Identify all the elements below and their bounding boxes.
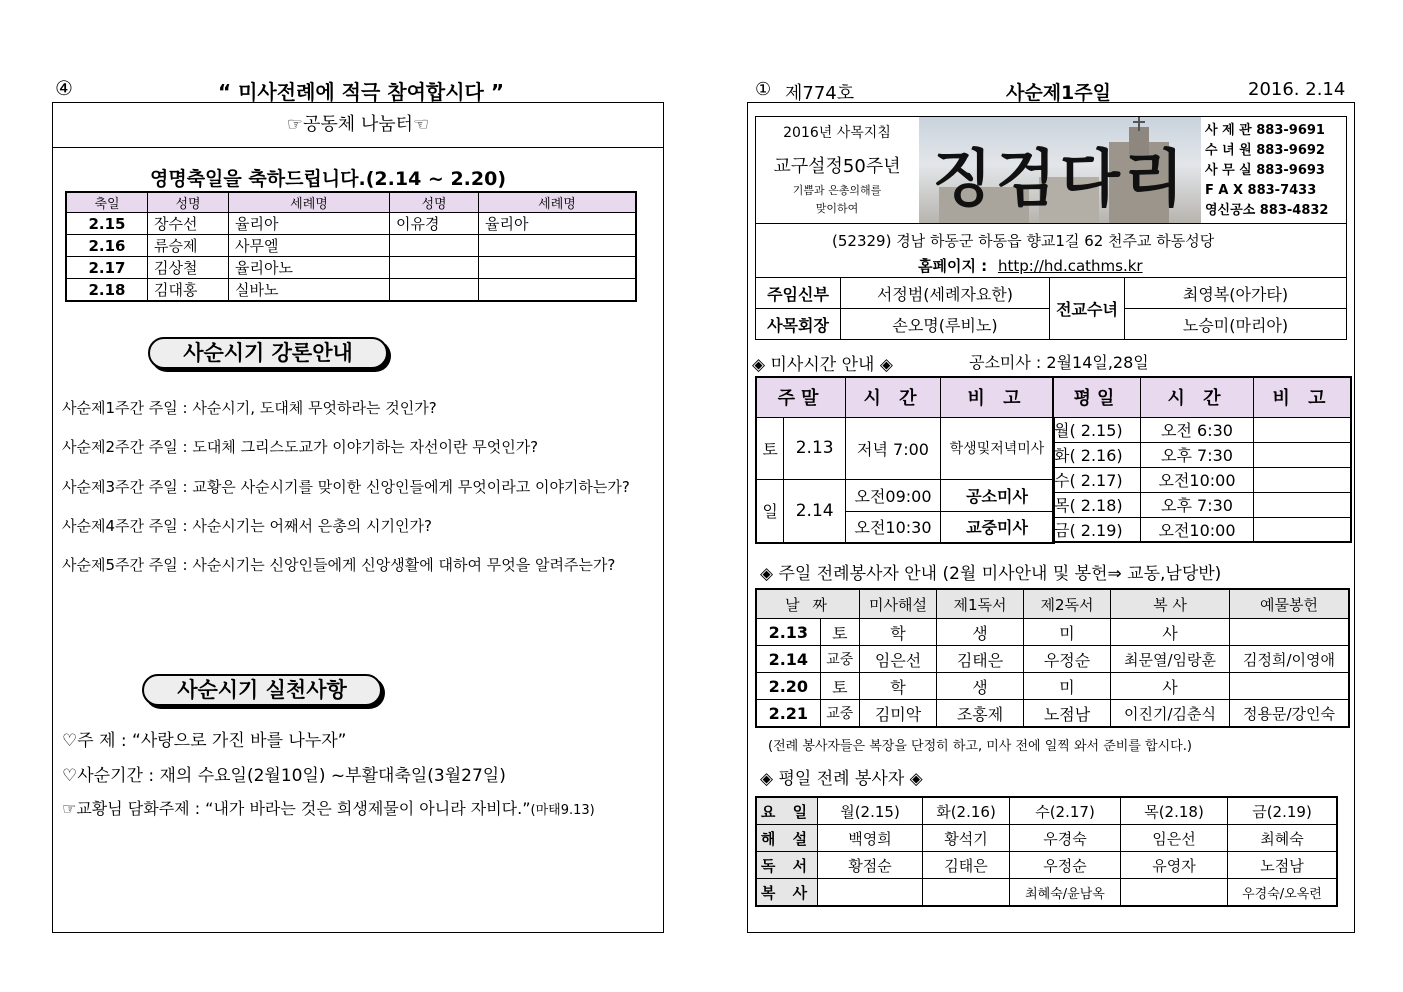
feast-title: 영명축일을 축하드립니다.(2.14 ~ 2.20) — [150, 168, 507, 190]
weekday-servers-cell: 노점남 — [1228, 852, 1338, 879]
servers-header: 제1독서 — [937, 589, 1024, 619]
feast-cell: 2.18 — [66, 279, 148, 302]
table-row — [1053, 417, 1351, 442]
servers-cell — [1230, 619, 1350, 646]
lecture-item: 사순제2주간 주일 : 도대체 그리스도교가 이야기하는 자선이란 무엇인가? — [62, 438, 539, 456]
servers-cell: 생 — [937, 673, 1024, 700]
servers-cell: 김정희/이영애 — [1230, 646, 1350, 673]
feast-cell — [479, 257, 637, 279]
pope-message — [62, 796, 595, 819]
servers-cell: 최문열/임랑훈 — [1111, 646, 1230, 673]
feast-cell: 장수선 — [148, 213, 229, 235]
servers-cell: 조홍제 — [937, 700, 1024, 728]
weekday-note — [1254, 467, 1352, 492]
staff-table — [755, 277, 1347, 340]
servers-date: 2.21 — [756, 700, 820, 728]
table-row — [66, 257, 636, 279]
weekday-note — [1254, 492, 1352, 517]
feast-cell: 율리아노 — [229, 257, 390, 279]
pope-theme: ☞교황님 담화주제 : “내가 바라는 것은 희생제물이 아니라 자비다.” — [62, 799, 531, 818]
weekday-note — [1254, 442, 1352, 467]
table-row — [756, 825, 1337, 852]
mass-heading: ◈ 미사시간 안내 ◈ — [752, 355, 893, 375]
weekday-time: 오후 7:30 — [1141, 442, 1254, 467]
weekday-day: 화( 2.16) — [1053, 442, 1141, 467]
weekday-day: 목( 2.18) — [1053, 492, 1141, 517]
weekday-servers-cell: 우경숙 — [1010, 825, 1121, 852]
weekday-servers-cell: 황점순 — [818, 852, 923, 879]
phone-line: F A X 883-7433 — [1205, 183, 1317, 198]
pastor-name: 서정범(세례자요한) — [841, 278, 1050, 309]
weekday-note — [1254, 417, 1352, 442]
feast-cell: 율리아 — [479, 213, 637, 235]
servers-cell: 미 — [1024, 673, 1111, 700]
servers-day: 토 — [820, 673, 859, 700]
mass-header: 시 간 — [1141, 377, 1254, 417]
weekday-servers-cell — [923, 879, 1010, 907]
feast-cell: 김상철 — [148, 257, 229, 279]
servers-cell: 임은선 — [860, 646, 937, 673]
table-row — [756, 879, 1337, 907]
table-row — [756, 673, 1349, 700]
table-row — [66, 279, 636, 302]
weekday-time: 오전 6:30 — [1141, 417, 1254, 442]
servers-cell: 학 — [860, 673, 937, 700]
pope-ref: (마태9.13) — [530, 803, 595, 818]
mass-note: 공소미사 — [941, 479, 1055, 511]
weekday-time: 오전10:00 — [1141, 517, 1254, 542]
table-row — [1053, 517, 1351, 542]
weekday-servers-cell — [818, 879, 923, 907]
weekday-day: 월( 2.15) — [1053, 417, 1141, 442]
weekday-mass-table — [1052, 376, 1352, 543]
feast-header: 축일 — [66, 192, 148, 213]
practice-theme: ♡주 제 : “사랑으로 가진 바를 나누자” — [62, 731, 347, 751]
feast-cell: 율리아 — [229, 213, 390, 235]
mass-header: 주말 — [756, 377, 846, 417]
weekend-mass-table — [755, 376, 1055, 544]
servers-header: 미사해설 — [860, 589, 937, 619]
feast-header-row — [66, 192, 636, 213]
lecture-item: 사순제5주간 주일 : 사순시기는 신앙인들에게 신앙생활에 대하여 무엇을 알려주는가? — [62, 556, 616, 574]
servers-header: 예물봉헌 — [1230, 589, 1350, 619]
weekday-time: 오후 7:30 — [1141, 492, 1254, 517]
feast-cell: 실바노 — [229, 279, 390, 302]
sister-name: 노승미(마리아) — [1125, 309, 1347, 340]
weekday-servers-cell: 황석기 — [923, 825, 1010, 852]
mass-time: 오전10:30 — [846, 511, 941, 543]
weekday-servers-day: 화(2.16) — [923, 797, 1010, 825]
council-label: 사목회장 — [756, 309, 841, 340]
servers-header: 제2독서 — [1024, 589, 1111, 619]
phone-list — [1205, 121, 1328, 221]
servers-cell — [1230, 673, 1350, 700]
table-row — [66, 235, 636, 257]
mass-time: 저녁 7:00 — [846, 417, 941, 479]
address: (52329) 경남 하동군 하동읍 향교1길 62 천주교 하동성당 — [832, 232, 1215, 250]
weekday-servers-day: 월(2.15) — [818, 797, 923, 825]
servers-cell: 김미악 — [860, 700, 937, 728]
mass-header: 평일 — [1053, 377, 1141, 417]
feast-cell: 김대홍 — [148, 279, 229, 302]
right-page-number: ① — [755, 79, 772, 100]
weekday-servers-cell: 유영자 — [1121, 852, 1228, 879]
feast-header: 성명 — [390, 192, 479, 213]
table-row — [66, 213, 636, 235]
weekday-servers-cell: 우정순 — [1010, 852, 1121, 879]
anniversary-sub2: 맞이하여 — [815, 202, 859, 215]
feast-cell: 2.17 — [66, 257, 148, 279]
feast-cell — [479, 279, 637, 302]
feast-cell — [390, 235, 479, 257]
table-row — [1053, 467, 1351, 492]
mission-mass: 공소미사 : 2월14일,28일 — [969, 353, 1149, 372]
feast-cell: 사무엘 — [229, 235, 390, 257]
feast-table — [65, 191, 637, 302]
feast-header: 세례명 — [479, 192, 637, 213]
table-row — [1053, 442, 1351, 467]
left-slogan: “ 미사전례에 적극 참여합시다 ” — [218, 80, 504, 104]
weekday-servers-cell — [1121, 879, 1228, 907]
servers-cell: 생 — [937, 619, 1024, 646]
table-row — [756, 619, 1349, 646]
homepage-link[interactable]: http://hd.cathms.kr — [997, 257, 1143, 275]
feast-header: 성명 — [148, 192, 229, 213]
council-name: 손오명(루비노) — [841, 309, 1050, 340]
practice-heading: 사순시기 실천사항 — [142, 674, 382, 706]
feast-cell: 2.16 — [66, 235, 148, 257]
servers-cell: 미 — [1024, 619, 1111, 646]
feast-cell: 이유경 — [390, 213, 479, 235]
servers-cell: 학 — [860, 619, 937, 646]
table-row — [756, 852, 1337, 879]
lecture-heading: 사순시기 강론안내 — [148, 337, 388, 369]
servers-day: 교중 — [820, 700, 859, 728]
weekday-servers-label: 해 설 — [756, 825, 818, 852]
weekday-time: 오전10:00 — [1141, 467, 1254, 492]
weekday-servers-table — [755, 796, 1338, 907]
table-row — [756, 700, 1349, 728]
servers-cell: 이진기/김춘식 — [1111, 700, 1230, 728]
weekday-servers-cell: 백영희 — [818, 825, 923, 852]
weekday-servers-cell: 최혜숙 — [1228, 825, 1338, 852]
feast-header: 세례명 — [229, 192, 390, 213]
mass-header: 시 간 — [846, 377, 941, 417]
servers-cell: 사 — [1111, 673, 1230, 700]
servers-cell: 사 — [1111, 619, 1230, 646]
servers-cell: 노점남 — [1024, 700, 1111, 728]
feast-cell — [390, 257, 479, 279]
servers-header: 날 짜 — [756, 589, 860, 619]
phone-line: 영신공소 883-4832 — [1205, 203, 1329, 218]
weekday-servers-cell: 김태은 — [923, 852, 1010, 879]
mass-header: 비 고 — [1254, 377, 1352, 417]
homepage — [918, 255, 1143, 276]
issue-number: 제774호 — [785, 83, 855, 104]
anniversary-title: 교구설정50주년 — [773, 156, 901, 177]
sister-name: 최영복(아가타) — [1125, 278, 1347, 309]
servers-date: 2.14 — [756, 646, 820, 673]
weekday-servers-cell: 최혜숙/윤남옥 — [1010, 879, 1121, 907]
paper-name: 징검다리 — [932, 142, 1188, 215]
mass-date: 2.14 — [784, 479, 846, 543]
lecture-item: 사순제1주간 주일 : 사순시기, 도대체 무엇하라는 것인가? — [62, 399, 437, 417]
table-row — [756, 797, 1337, 825]
mass-header: 비 고 — [941, 377, 1055, 417]
weekday-servers-label: 복 사 — [756, 879, 818, 907]
pastoral-year: 2016년 사목지침 — [783, 125, 891, 141]
weekday-servers-day: 목(2.18) — [1121, 797, 1228, 825]
sunday-title: 사순제1주일 — [1006, 82, 1111, 104]
mass-date: 2.13 — [784, 417, 846, 479]
weekday-day: 수( 2.17) — [1053, 467, 1141, 492]
servers-cell: 정용문/강인숙 — [1230, 700, 1350, 728]
weekday-servers-cell: 임은선 — [1121, 825, 1228, 852]
lecture-item: 사순제4주간 주일 : 사순시기는 어째서 은총의 시기인가? — [62, 517, 432, 535]
phone-line: 사 제 관 883-9691 — [1205, 123, 1325, 138]
pastor-label: 주임신부 — [756, 278, 841, 309]
anniversary-sub1: 기쁨과 은총의해를 — [792, 184, 882, 197]
weekday-note — [1254, 517, 1352, 542]
feast-cell: 2.15 — [66, 213, 148, 235]
sunday-servers-table — [755, 588, 1350, 728]
servers-header: 복 사 — [1111, 589, 1230, 619]
servers-day: 교중 — [820, 646, 859, 673]
church-photo — [919, 117, 1201, 223]
weekday-servers-label: 요 일 — [756, 797, 818, 825]
weekday-day: 금( 2.19) — [1053, 517, 1141, 542]
table-row — [1053, 492, 1351, 517]
weekday-servers-label: 독 서 — [756, 852, 818, 879]
servers-heading: ◈ 주일 전례봉사자 안내 (2월 미사안내 및 봉헌⇒ 교동,남당반) — [760, 564, 1222, 584]
homepage-label: 홈페이지 : — [918, 257, 988, 275]
weekday-servers-day: 수(2.17) — [1010, 797, 1121, 825]
mass-note: 학생및저녁미사 — [941, 417, 1055, 479]
phone-line: 수 녀 원 883-9692 — [1205, 143, 1325, 158]
weekday-servers-day: 금(2.19) — [1228, 797, 1338, 825]
mass-note: 교중미사 — [941, 511, 1055, 543]
mass-time: 오전09:00 — [846, 479, 941, 511]
servers-date: 2.13 — [756, 619, 820, 646]
feast-cell — [390, 279, 479, 302]
bulletin-date: 2016. 2.14 — [1248, 79, 1346, 100]
feast-cell: 류승제 — [148, 235, 229, 257]
servers-cell: 김태은 — [937, 646, 1024, 673]
table-row — [756, 646, 1349, 673]
mass-day: 토 — [756, 417, 784, 479]
sister-label: 전교수녀 — [1050, 278, 1125, 340]
mass-day: 일 — [756, 479, 784, 543]
servers-date: 2.20 — [756, 673, 820, 700]
servers-day: 토 — [820, 619, 859, 646]
servers-note: (전례 봉사자들은 복장을 단정히 하고, 미사 전에 일찍 와서 준비를 합시다.) — [768, 739, 1192, 754]
left-page-number: ④ — [55, 76, 73, 100]
weekday-servers-heading: ◈ 평일 전례 봉사자 ◈ — [760, 769, 923, 789]
phone-line: 사 무 실 883-9693 — [1205, 163, 1325, 178]
practice-period: ♡사순기간 : 재의 수요일(2월10일) ~부활대축일(3월27일) — [62, 766, 506, 786]
feast-cell — [479, 235, 637, 257]
community-section-title: ☞공동체 나눔터☜ — [53, 103, 663, 148]
lecture-item: 사순제3주간 주일 : 교황은 사순시기를 맞이한 신앙인들에게 무엇이라고 이야기하는가? — [62, 478, 630, 496]
servers-cell: 우정순 — [1024, 646, 1111, 673]
weekday-servers-cell: 우경숙/오옥련 — [1228, 879, 1338, 907]
